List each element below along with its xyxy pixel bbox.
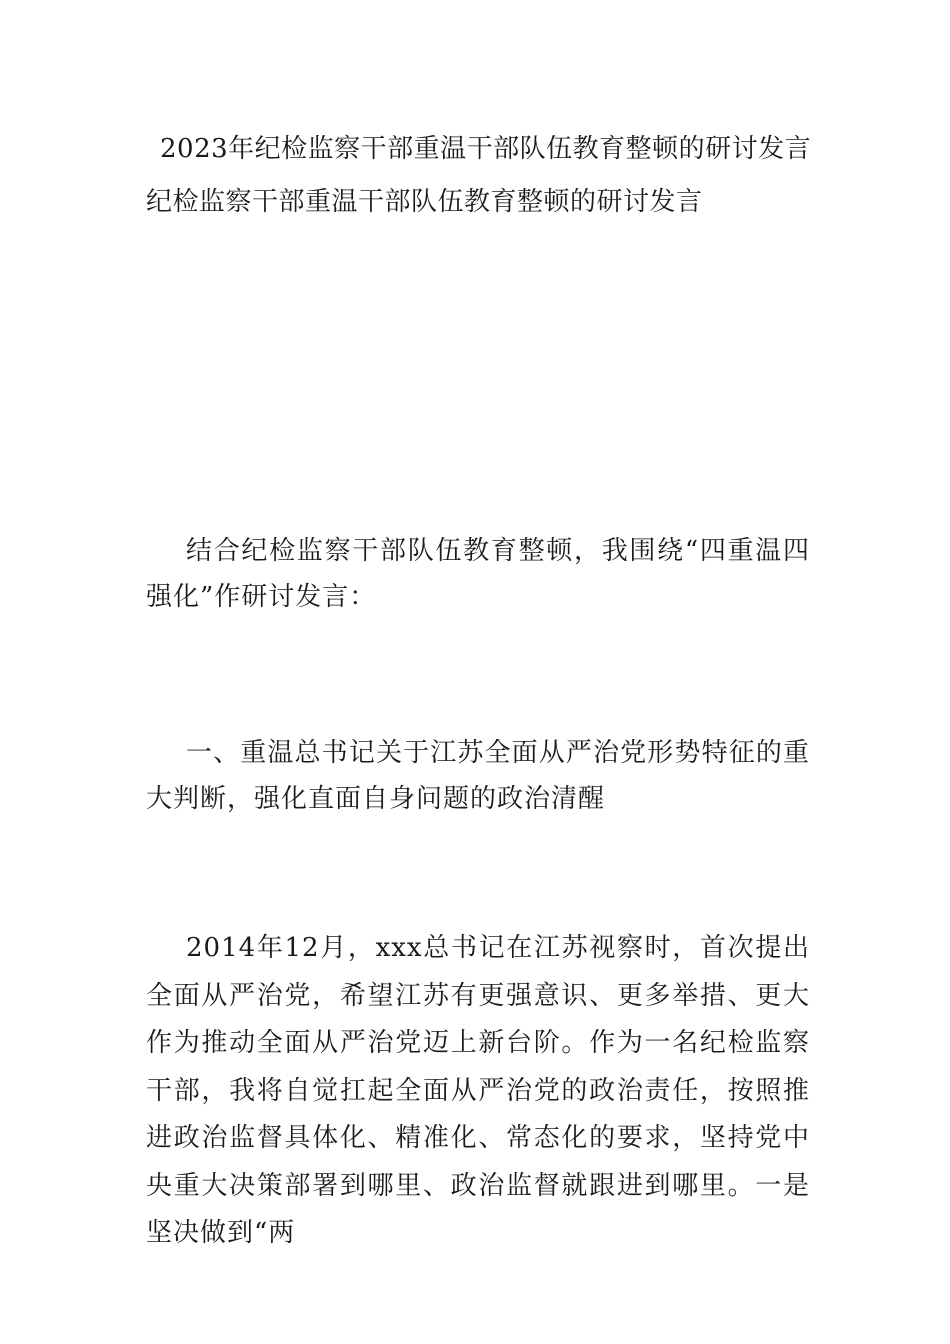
paragraph-intro: 结合纪检监察干部队伍教育整顿，我围绕“四重温四强化”作研讨发言：: [146, 536, 810, 612]
paragraph-body: 2014年12月，xxx总书记在江苏视察时，首次提出全面从严治党，希望江苏有更强意识、更多举措、更大作为推动全面从严治党迈上新台阶。作为一名纪检监察干部，我将自觉扛起全面从严治党的政治责任，按照推进政治监督具体化、精准化、常态化的要求，坚持党中央重大决策部署到哪里、政治监督就跟进到哪里。一是坚决做到“两: [146, 933, 810, 1248]
document-title: 2023年纪检监察干部重温干部队伍教育整顿的研讨发言: [160, 134, 812, 164]
section-heading-1: 一、重温总书记关于江苏全面从严治党形势特征的重大判断，强化直面自身问题的政治清醒: [146, 738, 810, 814]
document-subtitle: 纪检监察干部重温干部队伍教育整顿的研讨发言: [146, 187, 703, 217]
